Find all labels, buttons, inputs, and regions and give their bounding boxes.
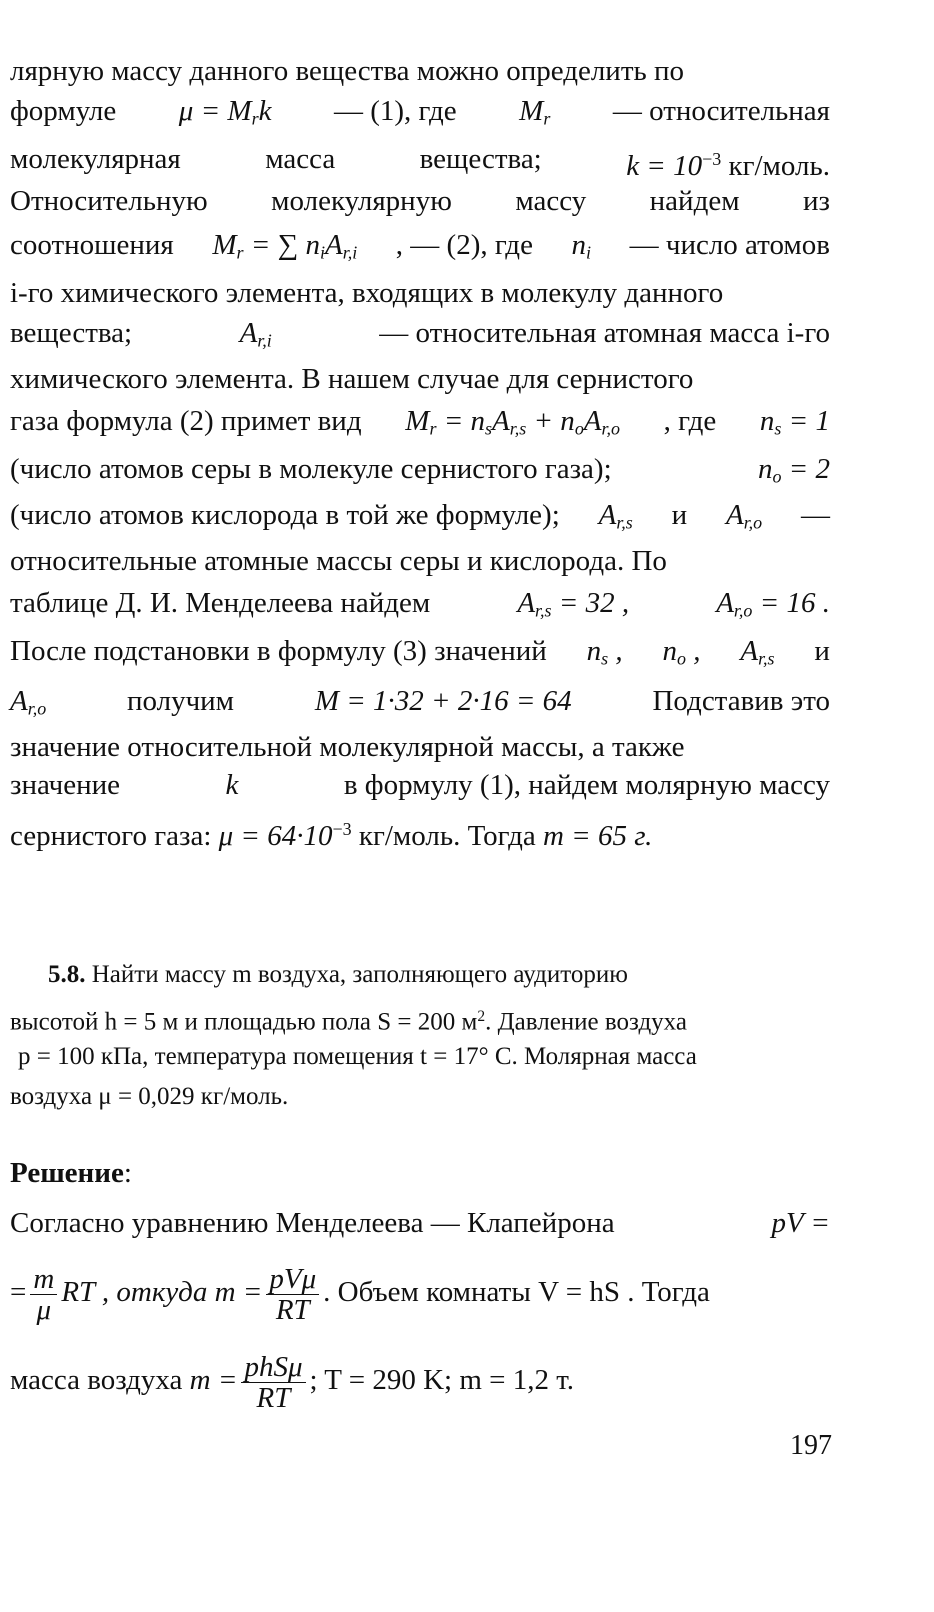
fraction-phsmu-rt: $\frac{\text{phSμ}}{RT}$ xyxy=(241,1352,305,1413)
solution-line-3: масса воздуха m = $\frac{\text{phSμ}}{RT}$ ; T = 290 K; m = 1,2 т. xyxy=(10,1351,574,1414)
text-line-1: лярную массу данного вещества можно определить по xyxy=(10,55,684,87)
problem-line-3: p = 100 кПа, температура помещения t = 17° C. Молярная масса xyxy=(18,1043,697,1070)
text-line-7: вещества; $A_{r,i}$ — относительная атомная масса i-го xyxy=(10,317,830,351)
text-line-17: значение k в формулу (1), найдем молярную массу xyxy=(10,769,830,801)
text-line-12: относительные атомные массы серы и кислорода. По xyxy=(10,545,667,577)
text-line-4: Относительную молекулярную массу найдем из xyxy=(10,185,830,217)
problem-number: 5.8. xyxy=(48,961,86,988)
text-line-13: таблице Д. И. Менделеева найдем $A_{r,s} = 32$ , $A_{r,o} = 16$ . xyxy=(10,587,830,621)
text-line-9: газа формула (2) примет вид $M_r = n_sA_{r,s} + n_oA_{r,o}$ , где $n_s = 1$ xyxy=(10,405,830,439)
solution-heading: Решение: xyxy=(10,1157,132,1189)
text-line-8: химического элемента. В нашем случае для сернистого xyxy=(10,363,694,395)
fraction-m-mu: $\frac{m}{\mu}$ xyxy=(30,1264,57,1325)
text-line-15: $A_{r,o}$ получим M = 1·32 + 2·16 = 64 Подставив это xyxy=(10,685,830,719)
solution-line-2: = $\frac{m}{\mu}$ RT , откуда m = $\frac{\text{pVμ}}{RT}$ . Объем комнаты V = hS . Тогда xyxy=(10,1263,710,1326)
text-line-5: соотношения $M_r$ = ∑ $n_iA_{r,i}$ , — (2), где $n_i$ — число атомов xyxy=(10,229,830,263)
problem-line-4: воздуха μ = 0,029 кг/моль. xyxy=(10,1083,289,1110)
text-line-16: значение относительной молекулярной массы, а также xyxy=(10,731,685,763)
solution-line-1: Согласно уравнению Менделеева — Клапейрона pV = xyxy=(10,1207,830,1239)
text-line-11: (число атомов кислорода в той же формуле); $A_{r,s}$ и $A_{r,o}$ — xyxy=(10,499,830,533)
text-line-14: После подстановки в формулу (3) значений $n_s$ , $n_o$ , $A_{r,s}$ и xyxy=(10,635,830,669)
problem-line-1: 5.8. Найти массу m воздуха, заполняющего аудиторию xyxy=(48,961,628,988)
fraction-pvmu-rt: $\frac{\text{pVμ}}{RT}$ xyxy=(266,1264,319,1325)
text-line-18: сернистого газа: $\mu = 64\cdot 10^{-3}$ кг/моль. Тогда m = 65 г. xyxy=(10,819,653,852)
problem-line-2: высотой h = 5 м и площадью пола S = 200 $м^2$. Давление воздуха xyxy=(10,1008,687,1036)
text-line-3: молекулярная масса вещества; $k = 10^{-3}$ кг/моль. xyxy=(10,143,830,182)
page-number: 197 xyxy=(790,1430,832,1461)
text-line-10: (число атомов серы в молекуле сернистого газа); $n_o = 2$ xyxy=(10,453,830,487)
text-line-2: формуле $\mu = M_rk$ — (1), где $M_r$ — относительная xyxy=(10,95,830,129)
text-line-6: i-го химического элемента, входящих в молекулу данного xyxy=(10,277,724,309)
